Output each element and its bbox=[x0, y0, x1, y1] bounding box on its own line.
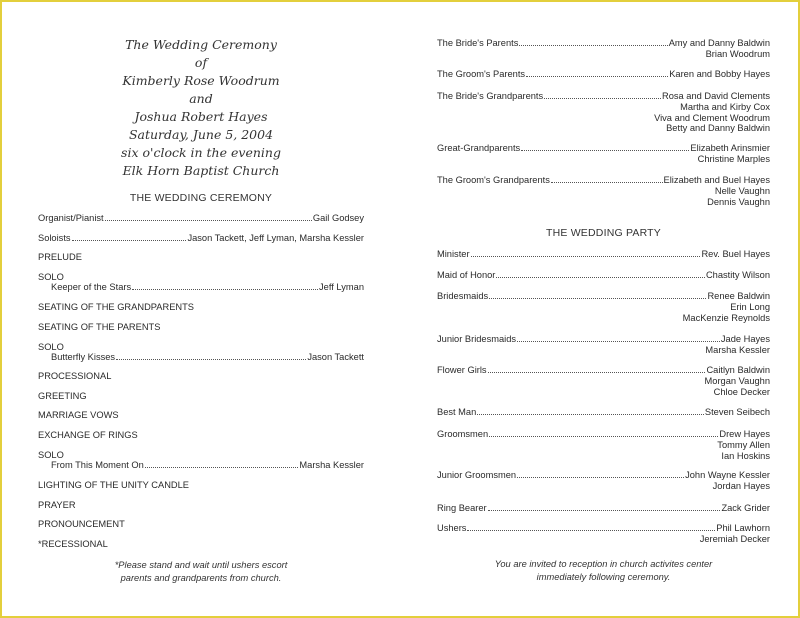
item-extra-name: Martha and Kirby Cox bbox=[680, 102, 770, 112]
program-item-label: PRELUDE bbox=[38, 252, 82, 262]
ceremony-item bbox=[38, 410, 364, 421]
header-line: and bbox=[189, 91, 213, 106]
header-line: Saturday, June 5, 2004 bbox=[128, 127, 274, 142]
dot-leader bbox=[488, 503, 721, 511]
header-line: six o'clock in the evening bbox=[121, 145, 281, 160]
family-item bbox=[437, 91, 770, 134]
note-line: *Please stand and wait until ushers escort bbox=[114, 560, 288, 570]
family-item bbox=[437, 175, 770, 207]
item-label: Maid of Honor bbox=[437, 270, 496, 280]
program-line bbox=[437, 429, 770, 440]
program-line bbox=[38, 282, 364, 293]
family-item bbox=[437, 38, 770, 60]
program-item-label: PROCESSIONAL bbox=[38, 371, 112, 381]
item-extra-name: Ian Hoskins bbox=[721, 450, 770, 461]
item-value: John Wayne Kessler bbox=[685, 470, 770, 480]
program-item-label: SOLO bbox=[38, 450, 64, 460]
program-line bbox=[437, 407, 770, 418]
item-value: Jeff Lyman bbox=[319, 282, 364, 292]
ceremony-item bbox=[38, 460, 364, 471]
item-value: Elizabeth Arinsmier bbox=[690, 143, 770, 153]
program-line bbox=[437, 143, 770, 154]
dot-leader bbox=[519, 38, 667, 46]
program-line bbox=[437, 91, 770, 102]
item-extra-name: Brian Woodrum bbox=[705, 49, 770, 59]
item-value: Caitlyn Baldwin bbox=[706, 365, 770, 375]
program-item-label: SEATING OF THE GRANDPARENTS bbox=[38, 302, 194, 312]
program-item-label: PRONOUNCEMENT bbox=[38, 519, 125, 529]
program-line bbox=[437, 334, 770, 345]
program-item-label: SOLO bbox=[38, 272, 64, 282]
header-line: The Wedding Ceremony bbox=[125, 37, 277, 52]
item-extra-name: Erin Long bbox=[730, 302, 770, 312]
party-item bbox=[437, 270, 770, 281]
ceremony-title: THE WEDDING CEREMONY bbox=[129, 192, 273, 204]
ceremony-item bbox=[38, 213, 364, 224]
item-label: Organist/Pianist bbox=[38, 213, 104, 223]
program-line bbox=[437, 365, 770, 376]
item-label: The Groom's Grandparents bbox=[437, 175, 550, 185]
program-line bbox=[437, 503, 770, 514]
item-extra-name: Christine Marples bbox=[697, 154, 770, 164]
item-extra-name: Nelle Vaughn bbox=[714, 186, 770, 196]
program-line bbox=[437, 38, 770, 49]
item-value: Amy and Danny Baldwin bbox=[668, 38, 770, 48]
header-line: Joshua Robert Hayes bbox=[134, 109, 268, 124]
item-label: Minister bbox=[437, 249, 470, 259]
program-item-label: EXCHANGE OF RINGS bbox=[38, 430, 138, 440]
item-label: Best Man bbox=[437, 407, 477, 417]
item-extra-name: Morgan Vaughn bbox=[704, 376, 770, 386]
item-value: Rosa and David Clements bbox=[662, 91, 770, 101]
dot-leader bbox=[489, 291, 706, 299]
ceremony-item bbox=[38, 352, 364, 363]
party-item bbox=[437, 429, 770, 461]
ceremony-item bbox=[38, 539, 364, 550]
dot-leader bbox=[132, 282, 318, 290]
header-line: Kimberly Rose Woodrum bbox=[122, 73, 280, 88]
dot-leader bbox=[145, 460, 299, 468]
item-label: Great-Grandparents bbox=[437, 143, 521, 153]
dot-leader bbox=[72, 233, 187, 241]
program-line bbox=[38, 352, 364, 363]
item-label: Junior Bridesmaids bbox=[437, 334, 517, 344]
program-item-label: SOLO bbox=[38, 342, 64, 352]
party-title: THE WEDDING PARTY bbox=[545, 227, 662, 239]
item-label: Ring Bearer bbox=[437, 503, 487, 513]
ceremony-item bbox=[38, 430, 364, 441]
program-page bbox=[2, 2, 798, 616]
party-item bbox=[437, 470, 770, 492]
item-label: Butterfly Kisses bbox=[51, 352, 116, 362]
dot-leader bbox=[116, 352, 306, 360]
program-line bbox=[38, 233, 364, 244]
party-item bbox=[437, 407, 770, 418]
ceremony-note bbox=[38, 559, 364, 585]
ceremony-item bbox=[38, 322, 364, 333]
item-value: Phil Lawhorn bbox=[716, 523, 770, 533]
ceremony-item bbox=[38, 371, 364, 382]
dot-leader bbox=[489, 429, 718, 437]
dot-leader bbox=[467, 523, 715, 531]
ceremony-item bbox=[38, 391, 364, 402]
item-label: Groomsmen bbox=[437, 429, 489, 439]
dot-leader bbox=[477, 407, 704, 415]
item-label: Ushers bbox=[437, 523, 467, 533]
program-line bbox=[437, 523, 770, 534]
item-extra-name: Chloe Decker bbox=[713, 386, 770, 397]
program-item-label: GREETING bbox=[38, 391, 87, 401]
item-extra-name: Jordan Hayes bbox=[712, 481, 770, 491]
item-value: Rev. Buel Hayes bbox=[701, 249, 770, 259]
dot-leader bbox=[105, 213, 312, 221]
program-line bbox=[437, 175, 770, 186]
item-extra-name: Marsha Kessler bbox=[705, 345, 770, 355]
item-value: Jade Hayes bbox=[720, 334, 770, 344]
party-item bbox=[437, 503, 770, 514]
program-line bbox=[437, 291, 770, 302]
header-line: Elk Horn Baptist Church bbox=[122, 163, 280, 178]
item-label: The Bride's Parents bbox=[437, 38, 519, 48]
header-line: of bbox=[194, 55, 208, 70]
dot-leader bbox=[517, 334, 720, 342]
ceremony-item bbox=[38, 500, 364, 511]
ceremony-item bbox=[38, 282, 364, 293]
dot-leader bbox=[517, 470, 684, 478]
item-label: The Groom's Parents bbox=[437, 69, 526, 79]
item-label: Bridesmaids bbox=[437, 291, 489, 301]
program-line bbox=[38, 213, 364, 224]
program-line bbox=[437, 470, 770, 481]
program-line bbox=[437, 69, 770, 80]
program-line bbox=[437, 249, 770, 260]
program-line bbox=[38, 460, 364, 471]
item-label: Keeper of the Stars bbox=[51, 282, 132, 292]
item-extra-name: Dennis Vaughn bbox=[707, 196, 770, 207]
party-item bbox=[437, 334, 770, 356]
item-value: Karen and Bobby Hayes bbox=[669, 69, 770, 79]
program-item-label: LIGHTING OF THE UNITY CANDLE bbox=[38, 480, 190, 490]
ceremony-item bbox=[38, 233, 364, 244]
item-value: Chastity Wilson bbox=[705, 270, 770, 280]
note-line: immediately following ceremony. bbox=[536, 572, 671, 582]
dot-leader bbox=[521, 143, 689, 151]
item-label: Junior Groomsmen bbox=[437, 470, 517, 480]
item-value: Steven Seibech bbox=[704, 407, 770, 417]
party-item bbox=[437, 291, 770, 323]
reception-note bbox=[437, 558, 770, 584]
ceremony-header bbox=[38, 36, 364, 180]
item-value: Marsha Kessler bbox=[299, 460, 364, 470]
item-value: Gail Godsey bbox=[312, 213, 364, 223]
item-extra-name: Betty and Danny Baldwin bbox=[666, 123, 770, 134]
ceremony-item bbox=[38, 302, 364, 313]
ceremony-item bbox=[38, 252, 364, 263]
dot-leader bbox=[526, 69, 668, 77]
program-item-label: SEATING OF THE PARENTS bbox=[38, 322, 161, 332]
item-label: From This Moment On bbox=[51, 460, 144, 470]
dot-leader bbox=[551, 175, 663, 183]
item-extra-name: Viva and Clement Woodrum bbox=[654, 112, 770, 123]
dot-leader bbox=[496, 270, 705, 278]
program-item-label: MARRIAGE VOWS bbox=[38, 410, 119, 420]
note-line: You are invited to reception in church activites center bbox=[494, 559, 713, 569]
dot-leader bbox=[471, 249, 701, 257]
item-value: Jason Tackett, Jeff Lyman, Marsha Kessler bbox=[187, 233, 364, 243]
ceremony-item bbox=[38, 519, 364, 530]
item-label: Flower Girls bbox=[437, 365, 487, 375]
party-item bbox=[437, 523, 770, 545]
party-item bbox=[437, 365, 770, 397]
item-value: Zack Grider bbox=[721, 503, 770, 513]
item-extra-name: Jeremiah Decker bbox=[699, 534, 770, 544]
item-label: Soloists bbox=[38, 233, 71, 243]
item-value: Jason Tackett bbox=[307, 352, 364, 362]
ceremony-item bbox=[38, 480, 364, 491]
program-line bbox=[437, 270, 770, 281]
dot-leader bbox=[488, 365, 706, 373]
item-value: Drew Hayes bbox=[719, 429, 770, 439]
item-value: Renee Baldwin bbox=[707, 291, 770, 301]
family-item bbox=[437, 143, 770, 165]
family-item bbox=[437, 69, 770, 80]
dot-leader bbox=[544, 91, 661, 99]
item-label: The Bride's Grandparents bbox=[437, 91, 544, 101]
note-line: parents and grandparents from church. bbox=[120, 573, 282, 583]
item-extra-name: MacKenzie Reynolds bbox=[682, 312, 770, 323]
program-item-label: *RECESSIONAL bbox=[38, 539, 108, 549]
item-extra-name: Tommy Allen bbox=[717, 440, 770, 450]
program-item-label: PRAYER bbox=[38, 500, 76, 510]
item-value: Elizabeth and Buel Hayes bbox=[663, 175, 770, 185]
party-item bbox=[437, 249, 770, 260]
